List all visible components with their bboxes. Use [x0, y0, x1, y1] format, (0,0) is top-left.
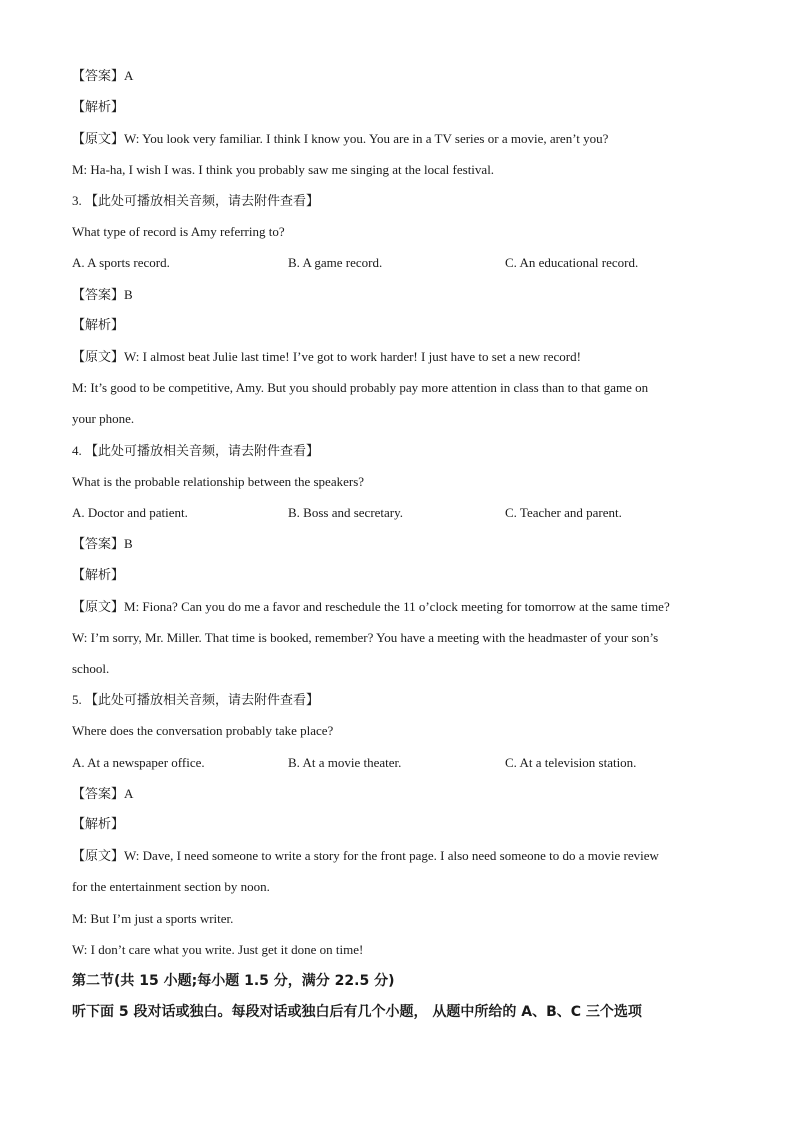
original-tag: 【原文】 — [72, 350, 125, 365]
question-text-q5: Where does the conversation probably take place? — [72, 723, 334, 738]
answer-line-q5 — [72, 786, 133, 803]
original-line-q3-3: your phone. — [72, 411, 135, 426]
original-tag: 【原文】 — [72, 132, 125, 147]
original-line-q5-3: M: But I’m just a sports writer. — [72, 911, 234, 926]
question-header-q4 — [72, 443, 319, 460]
option-b-q5: B. At a movie theater. — [288, 755, 402, 770]
question-number: 4. — [72, 443, 82, 458]
original-text: W: I almost beat Julie last time! I’ve got to work harder! I just have to set a new record! — [124, 349, 581, 364]
option-c-q3: C. An educational record. — [505, 255, 639, 270]
original-text: W: You look very familiar. I think I know you. You are in a TV series or a movie, aren’t you? — [124, 131, 609, 146]
answer-tag: 【答案】 — [72, 537, 125, 552]
question-number: 5. — [72, 692, 82, 707]
audio-note[interactable]: 【此处可播放相关音频，请去附件查看】 — [85, 693, 320, 708]
analysis-tag-q2: 【解析】 — [72, 100, 125, 115]
option-a-q5: A. At a newspaper office. — [72, 755, 205, 770]
original-line-q2-2: M: Ha-ha, I wish I was. I think you probably saw me singing at the local festival. — [72, 162, 495, 177]
original-text: M: Fiona? Can you do me a favor and reschedule the 11 o’clock meeting for tomorrow at the same time? — [124, 599, 670, 614]
question-text-q4: What is the probable relationship between the speakers? — [72, 474, 365, 489]
original-tag: 【原文】 — [72, 849, 125, 864]
option-b-q4: B. Boss and secretary. — [288, 505, 404, 520]
analysis-tag-q5: 【解析】 — [72, 817, 125, 832]
option-b-q3: B. A game record. — [288, 255, 383, 270]
option-a-q4: A. Doctor and patient. — [72, 505, 188, 520]
answer-value: A — [124, 68, 134, 83]
original-line-q4-1 — [72, 599, 670, 616]
answer-line-q2 — [72, 68, 133, 85]
audio-note[interactable]: 【此处可播放相关音频，请去附件查看】 — [85, 444, 320, 459]
original-tag: 【原文】 — [72, 600, 125, 615]
original-line-q4-3: school. — [72, 661, 110, 676]
option-a-q3: A. A sports record. — [72, 255, 170, 270]
original-line-q5-2: for the entertainment section by noon. — [72, 879, 270, 894]
question-header-q3 — [72, 193, 319, 210]
answer-line-q4 — [72, 536, 133, 553]
analysis-tag-q3: 【解析】 — [72, 318, 125, 333]
analysis-tag-q4: 【解析】 — [72, 568, 125, 583]
audio-note[interactable]: 【此处可播放相关音频，请去附件查看】 — [85, 194, 320, 209]
question-text-q3: What type of record is Amy referring to? — [72, 224, 285, 239]
original-line-q3-1 — [72, 349, 581, 366]
original-line-q5-1 — [72, 848, 659, 865]
original-line-q4-2: W: I’m sorry, Mr. Miller. That time is booked, remember? You have a meeting with the headmaster of your son’s — [72, 630, 659, 645]
answer-tag: 【答案】 — [72, 288, 125, 303]
original-text: W: Dave, I need someone to write a story for the front page. I also need someone to do a movie review — [124, 848, 659, 863]
answer-line-q3 — [72, 287, 133, 304]
answer-value: B — [124, 536, 133, 551]
original-line-q2-1 — [72, 131, 608, 148]
section-title: 第二节(共 15 小题;每小题 1.5 分，满分 22.5 分) — [72, 973, 395, 989]
original-line-q5-4: W: I don’t care what you write. Just get it done on time! — [72, 942, 364, 957]
option-c-q5: C. At a television station. — [505, 755, 637, 770]
option-c-q4: C. Teacher and parent. — [505, 505, 622, 520]
question-header-q5 — [72, 692, 319, 709]
section-instruction: 听下面 5 段对话或独白。每段对话或独白后有几个小题， 从题中所给的 A、B、C 三个选项 — [72, 1004, 642, 1020]
answer-tag: 【答案】 — [72, 787, 125, 802]
original-line-q3-2: M: It’s good to be competitive, Amy. But you should probably pay more attention in class than to that game on — [72, 380, 649, 395]
question-number: 3. — [72, 193, 82, 208]
answer-value: A — [124, 786, 134, 801]
answer-tag: 【答案】 — [72, 69, 125, 84]
answer-value: B — [124, 287, 133, 302]
